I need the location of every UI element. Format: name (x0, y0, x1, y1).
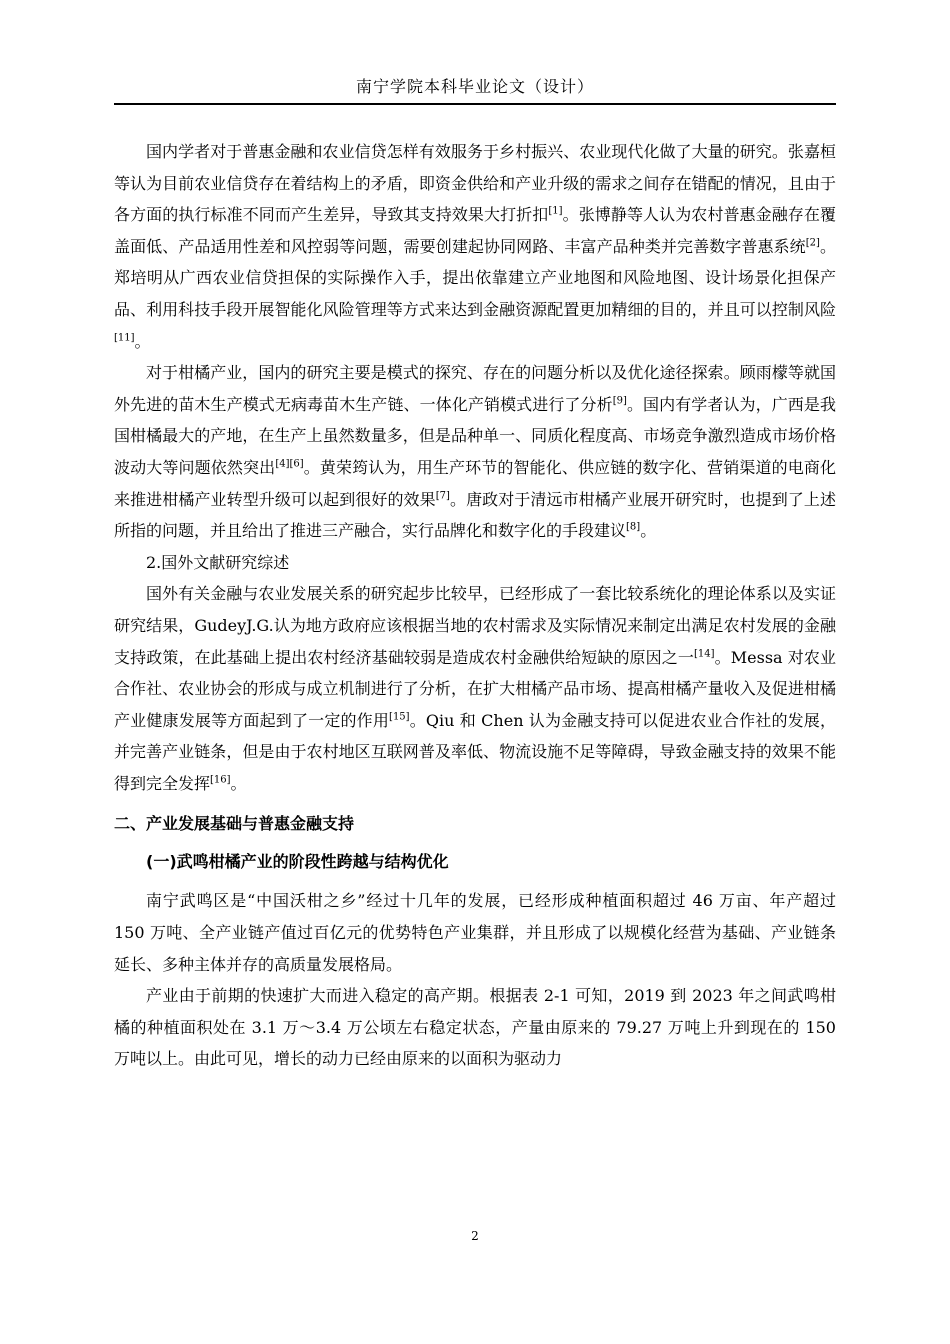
citation: [9] (612, 395, 627, 407)
paragraph-wuming-overview: 南宁武鸣区是“中国沃柑之乡”经过十几年的发展，已经形成种植面积超过 46 万亩、年产超过 150 万吨、全产业链产值过百亿元的优势特色产业集群，并且形成了以规模化经营为基础、产业链条延长、多种主体并存的高质量发展格局。 (114, 891, 836, 974)
paragraph-domestic-finance (114, 136, 836, 357)
text-run: 对于柑橘产业，国内的研究主要是模式的探究、存在的问题分析以及优化途径探索。顾雨檬等就国外先进的苗木生产模式无病毒苗木生产链、一体化产销模式进行了分析 (114, 363, 836, 414)
text-run: 。 (640, 521, 657, 541)
section-heading: 二、产业发展基础与普惠金融支持 (114, 814, 355, 834)
citation: [1] (548, 205, 563, 217)
paragraph-foreign-research (114, 578, 836, 799)
text-run: 。国内有学者认为，广西是我国柑橘最大的产地，在生产上虽然数量多，但是品种单一、同质化程度高、市场竞争激烈造成市场价格波动大等问题依然突出 (114, 394, 836, 477)
text-run: 。张博静等人认为农村普惠金融存在覆盖面低、产品适用性差和风控弱等问题，需要创建起协同网路、丰富产品种类并完善数字普惠系统 (114, 205, 836, 256)
paragraph-wuming-stage: 产业由于前期的快速扩大而进入稳定的高产期。根据表 2-1 可知，2019 到 2023 年之间武鸣柑橘的种植面积处在 3.1 万～3.4 万公顷左右稳定状态，产量由原来的 79.27 万吨上升到现在的 150 万吨以上。由此可见，增长的动力已经由原来的以面积为驱动力 (114, 986, 836, 1069)
subsection-heading: (一)武鸣柑橘产业的阶段性跨越与结构优化 (146, 852, 449, 872)
text-run: 国外有关金融与农业发展关系的研究起步比较早，已经形成了一套比较系统化的理论体系以及实证研究结果，GudeyJ.G.认为地方政府应该根据当地的农村需求及实际情况来制定出满足农村发展的金融支持政策，在此基础上提出农村经济基础较弱是造成农村金融供给短缺的原因之一 (114, 584, 836, 667)
paragraph-domestic-citrus (114, 357, 836, 547)
document-body (114, 136, 836, 1075)
text-run: 国内学者对于普惠金融和农业信贷怎样有效服务于乡村振兴、农业现代化做了大量的研究。张嘉桓等认为目前农业信贷存在着结构上的矛盾，即资金供给和产业升级的需求之间存在错配的情况，且由于各方面的执行标准不同而产生差异，导致其支持效果大打折扣 (114, 142, 836, 225)
text-run: 。 (134, 331, 151, 351)
citation: [11] (114, 332, 135, 344)
citation: [14] (694, 648, 715, 660)
citation: [7] (435, 490, 450, 502)
citation: [16] (210, 774, 231, 786)
page-number: 2 (471, 1229, 479, 1243)
citation: [4][6] (275, 458, 304, 470)
page-header: 南宁学院本科毕业论文（设计） (114, 76, 836, 105)
text-run: 。Messa 对农业合作社、农业协会的形成与成立机制进行了分析，在扩大柑橘产品市场、提高柑橘产量收入及促进柑橘产业健康发展等方面起到了一定的作用 (114, 647, 836, 730)
text-run: 。Qiu 和 Chen 认为金融支持可以促进农业合作社的发展，并完善产业链条，但是由于农村地区互联网普及率低、物流设施不足等障碍，导致金融支持的效果不能得到完全发挥 (114, 710, 836, 793)
citation: [2] (805, 237, 820, 249)
text-run: 。郑培明从广西农业信贷担保的实际操作入手，提出依靠建立产业地图和风险地图、设计场景化担保产品、利用科技手段开展智能化风险管理等方式来达到金融资源配置更加精细的目的，并且可以控制风险 (114, 236, 836, 319)
subheading-foreign-review: 2.国外文献研究综述 (146, 552, 290, 572)
text-run: 。 (230, 773, 247, 793)
citation: [8] (626, 521, 641, 533)
citation: [15] (389, 711, 410, 723)
text-run: 。黄荣筠认为，用生产环节的智能化、供应链的数字化、营销渠道的电商化来推进柑橘产业转型升级可以起到很好的效果 (114, 457, 836, 509)
text-run: 。唐政对于清远市柑橘产业展开研究时，也提到了上述所指的问题，并且给出了推进三产融合，实行品牌化和数字化的手段建议 (114, 489, 836, 541)
